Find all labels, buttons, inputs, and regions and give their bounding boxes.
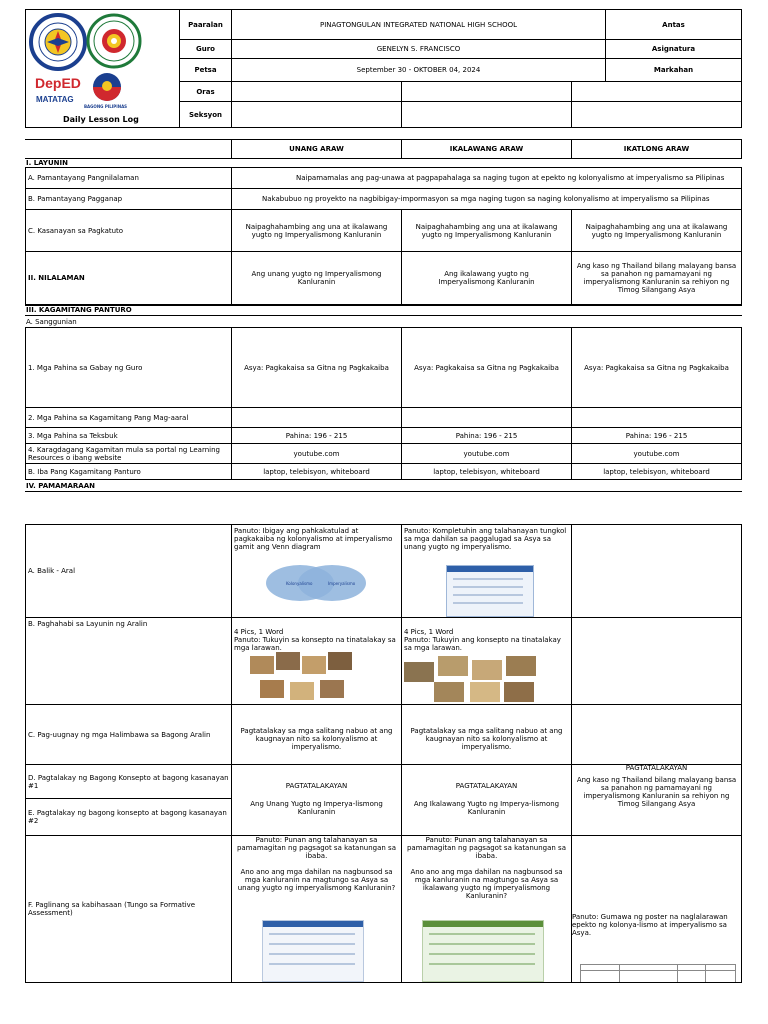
section-kagamitan: III. KAGAMITANG PANTURO (26, 306, 132, 314)
kasanayan-day2: Naipaghahambing ang una at ikalawang yugto ng Imperyalismong Kanluranin (401, 209, 572, 252)
iba-label: B. Iba Pang Kagamitang Panturo (25, 463, 232, 480)
teksbuk-day2: Pahina: 196 - 215 (401, 427, 572, 444)
venn-left-label: Kolonyalismo (286, 581, 313, 586)
kasanayan-day1: Naipaghahambing ang una at ikalawang yugto ng Imperyalismong Kanluranin (231, 209, 402, 252)
pic-tile (472, 660, 502, 680)
table-image-line (453, 578, 523, 580)
paglinang-day3-text: Panuto: Gumawa ng poster na naglalarawan epekto ng kolonya-lismo at imperyalismo sa Asya. (572, 913, 728, 937)
gabay-day2: Asya: Pagkakaisa sa Gitna ng Pagkakaiba (401, 327, 572, 408)
section-value-3 (571, 101, 742, 128)
de-day3-title: PAGTATALAKAYAN (625, 764, 688, 772)
rubric-image-line (677, 965, 678, 983)
time-value-3 (571, 81, 742, 102)
worksheet-image-line (429, 953, 535, 955)
paguugnay-day1: Pagtatalakay sa mga salitang nabuo at ang kaugnayan nito sa kolonyalismo at imperyalismo. (231, 704, 402, 765)
balik-day3 (571, 524, 742, 618)
divider-line (25, 305, 742, 306)
pangnilalaman-label: A. Pamantayang Pangnilalaman (25, 167, 232, 189)
pic-tile (328, 652, 352, 670)
worksheet-image-header (423, 921, 543, 927)
teksbuk-label: 3. Mga Pahina sa Teksbuk (25, 427, 232, 444)
pic-tile (504, 682, 534, 702)
table-image-line (453, 594, 523, 596)
matatag-logo-text: MATATAG (36, 95, 74, 104)
day-header-3: IKATLONG ARAW (571, 139, 742, 159)
pic-tile (434, 682, 464, 702)
paglinang-day3 (571, 835, 742, 983)
magaaral-day3 (571, 407, 742, 428)
subject-label: Asignatura (605, 39, 742, 59)
de-day2-title: PAGTATALAKAYAN (455, 782, 518, 790)
iba-day2: laptop, telebisyon, whiteboard (401, 463, 572, 480)
pic-tile (276, 652, 300, 670)
worksheet-image-line (429, 933, 535, 935)
worksheet-image-line (269, 933, 355, 935)
pagganap-value: Nakabubuo ng proyekto na nagbibigay-impormasyon sa mga naging tugon sa naging kolonyalismo at imperyalismo sa Pilipinas (231, 188, 742, 210)
paglinang-day1-text: Panuto: Punan ang talahanayan sa pamamagitan ng pagsagot sa katanungan sa ibaba. Ano ano ang mga dahilan na nagbunsod sa mga kanluranin na magtungo sa Asya sa unang yugto ng imperyalismong Kanluranin? (236, 836, 396, 892)
deped-seal-icon (29, 13, 87, 71)
table-image-header (447, 566, 533, 572)
paglinang-day2 (401, 835, 572, 983)
paghahabi-day2 (401, 617, 572, 705)
de-day3-text: Ang kaso ng Thailand bilang malayang bansa sa panahon ng pamamayani ng imperyalismong Kanluranin sa rehiyon ng Timog Silangang Asya (576, 776, 737, 808)
section-pamamaraan: IV. PAMAMARAAN (26, 482, 95, 490)
worksheet-image-line (269, 943, 355, 945)
nilalaman-day3: Ang kaso ng Thailand bilang malayang bansa sa panahon ng pamamayani ng imperyalismong Kanluranin sa rehiyon ng Timog Silangang Asya (571, 251, 742, 305)
de-day1 (231, 764, 402, 836)
worksheet-image-line (429, 963, 535, 965)
worksheet-image (422, 920, 544, 982)
day-header-2: IKALAWANG ARAW (401, 139, 572, 159)
daily-lesson-log-caption: Daily Lesson Log (63, 115, 139, 124)
divider-line (25, 315, 742, 316)
worksheet-image-line (269, 953, 355, 955)
de-day2 (401, 764, 572, 836)
gabay-label: 1. Mga Pahina sa Gabay ng Guro (25, 327, 232, 408)
section-label: Seksyon (179, 101, 232, 128)
de-day1-title: PAGTATALAKAYAN (285, 782, 348, 790)
time-value-2 (401, 81, 572, 102)
pic-tile (506, 656, 536, 676)
pic-tile (260, 680, 284, 698)
time-value-1 (231, 81, 402, 102)
date-value: September 30 - OKTOBER 04, 2024 (231, 58, 606, 82)
balik-day1 (231, 524, 402, 618)
section-value-2 (401, 101, 572, 128)
magaaral-day2 (401, 407, 572, 428)
logo-cell (25, 9, 180, 128)
rubric-image (580, 964, 736, 983)
paglinang-day1 (231, 835, 402, 983)
paguugnay-day3 (571, 704, 742, 765)
worksheet-image (262, 920, 364, 982)
paghahabi-day2-text: 4 Pics, 1 Word Panuto: Tukuyin ang konsepto na tinatalakay sa mga larawan. (404, 628, 561, 652)
school-seal-icon (86, 13, 142, 69)
magaaral-day1 (231, 407, 402, 428)
table-image-line (453, 602, 523, 604)
paglinang-label: F. Paglinang sa kabihasaan (Tungo sa Formative Assessment) (25, 835, 232, 983)
teacher-label: Guro (179, 39, 232, 59)
paghahabi-label: B. Paghahabi sa Layunin ng Aralin (25, 617, 232, 705)
day-header-1: UNANG ARAW (231, 139, 402, 159)
gabay-day1: Asya: Pagkakaisa sa Gitna ng Pagkakaiba (231, 327, 402, 408)
pic-tile (302, 656, 326, 674)
konsepto1-label: D. Pagtalakay ng Bagong Konsepto at bagong kasanayan #1 (25, 764, 232, 799)
section-nilalaman: II. NILALAMAN (25, 251, 232, 305)
sanggunian-label: A. Sanggunian (26, 318, 77, 326)
school-label: Paaralan (179, 9, 232, 40)
de-day1-text: Ang Unang Yugto ng Imperya-lismong Kanluranin (250, 800, 383, 816)
paghahabi-day1-text: 4 Pics, 1 Word Panuto: Tukuyin sa konsepto na tinatalakay sa mga larawan. (234, 628, 396, 652)
paghahabi-day1 (231, 617, 402, 705)
iba-day1: laptop, telebisyon, whiteboard (231, 463, 402, 480)
paglinang-day2-text: Panuto: Punan ang talahanayan sa pamamagitan ng pagsagot sa katanungan sa ibaba. Ano ano ang mga dahilan na nagbunsod sa mga kanluranin na magtungo sa Asya sa ikalawang yugto ng imperyalismong Kanluranin? (406, 836, 566, 900)
rubric-image-line (705, 965, 706, 983)
pic-tile (404, 662, 434, 682)
paguugnay-label: C. Pag-uugnay ng mga Halimbawa sa Bagong Aralin (25, 704, 232, 765)
balik-label: A. Balik - Aral (25, 524, 232, 618)
time-label: Oras (179, 81, 232, 102)
bagong-pilipinas-logo-icon (92, 72, 122, 102)
pic-tile (438, 656, 468, 676)
date-label: Petsa (179, 58, 232, 82)
pic-tile (470, 682, 500, 702)
quarter-label: Markahan (605, 58, 742, 82)
table-image (446, 565, 534, 617)
paguugnay-day2: Pagtatalakay sa mga salitang nabuo at ang kaugnayan nito sa kolonyalismo at imperyalismo. (401, 704, 572, 765)
teksbuk-day1: Pahina: 196 - 215 (231, 427, 402, 444)
pic-tile (290, 682, 314, 700)
four-pics-image (404, 652, 556, 704)
rubric-image-line (581, 970, 735, 971)
divider-line (25, 158, 742, 159)
teksbuk-day3: Pahina: 196 - 215 (571, 427, 742, 444)
balik-day1-text: Panuto: Ibigay ang pahkakatulad at pagkakaiba ng kolonyalismo at imperyalismo gamit ang Venn diagram (234, 527, 393, 551)
divider-line (25, 491, 742, 492)
bagong-pilipinas-text: BAGONG PILIPINAS (84, 104, 128, 109)
de-day2-text: Ang Ikalawang Yugto ng Imperya-lismong Kanluranin (413, 800, 560, 816)
grade-label: Antas (605, 9, 742, 40)
konsepto2-label: E. Pagtalakay ng bagong konsepto at bagong kasanayan #2 (25, 798, 232, 836)
deped-logo-text: DepED (35, 75, 81, 91)
nilalaman-day2: Ang ikalawang yugto ng Imperyalismong Kanluranin (401, 251, 572, 305)
worksheet-image-header (263, 921, 363, 927)
rubric-image-line (619, 965, 620, 983)
balik-day2-text: Panuto: Kompletuhin ang talahanayan tungkol sa mga dahilan sa paggalugad sa Asya sa unang yugto ng imperyalismo. (404, 527, 567, 551)
pic-tile (250, 656, 274, 674)
portal-day1: youtube.com (231, 443, 402, 464)
pangnilalaman-value: Naipamamalas ang pag-unawa at pagpapahalaga sa naging tugon at epekto ng kolonyalismo at imperyalismo sa Pilipinas (231, 167, 742, 189)
school-value: PINAGTONGULAN INTEGRATED NATIONAL HIGH SCHOOL (231, 9, 606, 40)
venn-right-label: Imperyalismo (328, 581, 356, 586)
pagganap-label: B. Pamantayang Pagganap (25, 188, 232, 210)
kasanayan-label: C. Kasanayan sa Pagkatuto (25, 209, 232, 252)
portal-label: 4. Karagdagang Kagamitan mula sa portal ng Learning Resources o ibang website (25, 443, 232, 464)
iba-day3: laptop, telebisyon, whiteboard (571, 463, 742, 480)
worksheet-image-line (269, 963, 355, 965)
portal-day3: youtube.com (571, 443, 742, 464)
pic-tile (320, 680, 344, 698)
kasanayan-day3: Naipaghahambing ang una at ikalawang yugto ng Imperyalismong Kanluranin (571, 209, 742, 252)
four-pics-image (250, 652, 354, 704)
teacher-value: GENELYN S. FRANCISCO (231, 39, 606, 59)
gabay-day3: Asya: Pagkakaisa sa Gitna ng Pagkakaiba (571, 327, 742, 408)
de-day3 (571, 764, 742, 836)
portal-day2: youtube.com (401, 443, 572, 464)
paghahabi-day3 (571, 617, 742, 705)
nilalaman-day1: Ang unang yugto ng Imperyalismong Kanluranin (231, 251, 402, 305)
table-image-line (453, 586, 523, 588)
section-layunin: I. LAYUNIN (26, 159, 68, 167)
section-value-1 (231, 101, 402, 128)
balik-day2 (401, 524, 572, 618)
venn-diagram (264, 563, 368, 603)
magaaral-label: 2. Mga Pahina sa Kagamitang Pang Mag-aaral (25, 407, 232, 428)
worksheet-image-line (429, 943, 535, 945)
